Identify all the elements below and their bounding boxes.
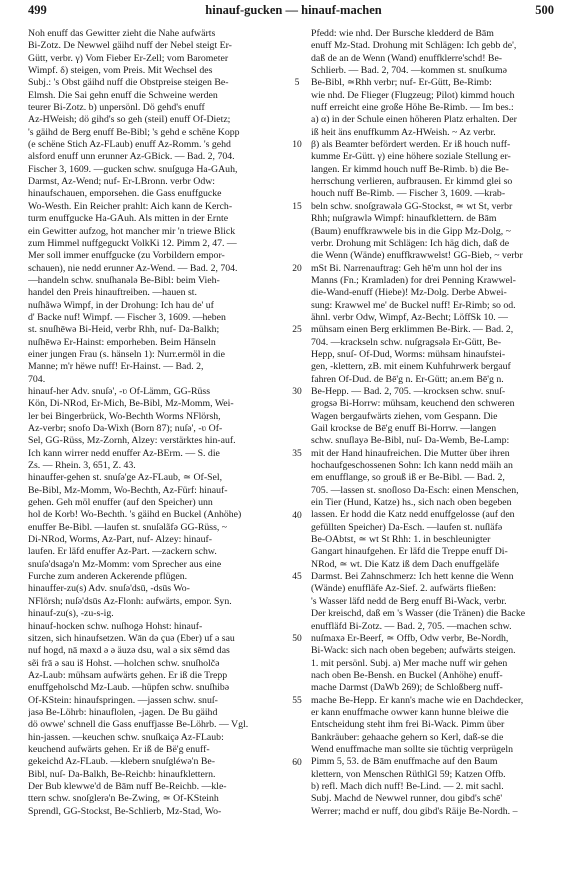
line-number: 35 — [292, 448, 302, 459]
text-line: Sprendl, GG-Stockst, Be-Schlierb, Mz-Stad, Wo- — [28, 805, 222, 817]
text-line: Of-KStein: hinaufspringen. —jassen schw. snuſ- — [28, 694, 218, 706]
text-line: Pimm 5, 53. de Bām enuffmache auf den Baum — [311, 756, 498, 768]
text-line: Subj. Machd de Newwel runner, dou gibd's schē' — [311, 793, 503, 805]
text-line: Be-Hepp. — Bad. 2, 705. —krocksen schw. snuſ- — [311, 385, 506, 397]
text-line: Gangart hinaufgehen. Er läfd die Treppe enuff Di- — [311, 546, 508, 558]
text-line: em enufflange, so grouß iß er Be-Bibl. — Bad. 2, — [311, 472, 505, 484]
text-line: sitzen, sich hinaufsetzen. Wān də çuə (Eber) uf ə sau — [28, 632, 235, 644]
text-line: hinauf-her Adv. snuſə', -ʋ Of-Lämm, GG-Rüss — [28, 385, 211, 397]
text-line: gefüllten Speicher) Da-Esch. —laufen st. nuſläfə — [311, 521, 503, 533]
text-line: hin-jassen. —keuchen schw. snuſkaiçə Az-FLaub: — [28, 731, 224, 743]
text-line: die Wenn (Wände) enuffkrawwelst! GG-Bieb, ~ verbr — [311, 250, 523, 262]
text-line: schw. snuſlayə Be-Bibl, nuſ- Da-Wemb, Be-Lamp: — [311, 435, 510, 447]
text-line: (Wände) enuffläfe Az-Sief. 2. aufwärts fließen: — [311, 583, 497, 595]
text-line: Pfedd: wie nhd. Der Bursche kledderd de Bām — [311, 28, 494, 39]
text-line: fahren Of-Dud. de Bē'g n. Er-Gütt; an.em Bē'g n. — [311, 373, 504, 385]
text-line: Noh enuff das Gewitter zieht die Nahe aufwärts — [28, 28, 216, 39]
line-number: 5 — [294, 78, 300, 89]
text-line: 705. —lassen st. snoſloso Da-Esch: einen Menschen, — [311, 484, 519, 496]
text-line: (Baum) enuffkrawwele bis in die Gipp Mz-Dolg, ~ — [311, 225, 511, 237]
text-line: 's gäihd de Berg enuff Be-Bibl; 's gehd e schëne Kopp — [28, 126, 240, 138]
text-line: st. snuſhēwə Bi-Heid, verbr Rhh, nuf- Da-Balkh; — [28, 324, 220, 336]
text-line: Di-NRod, Worms, Az-Part, nuf- Alzey: hinauf- — [28, 534, 213, 546]
text-line: Furche zum anderen Ackerende pflügen. — [28, 571, 188, 583]
text-line: 1. mit persönl. Subj. a) Mer mache nuff wir gehen — [311, 657, 508, 669]
text-line: sẽi frā ə sau iš Hohst. —holchen schw. snuſholčə — [28, 657, 220, 669]
page-number-right: 500 — [535, 3, 554, 17]
text-line: ähnl. verbr Odw, Wimpf, Az-Becht; LöffSk 10. — — [311, 311, 508, 323]
text-line: 704. — [28, 373, 46, 385]
text-line: ein Gewitter aufzog, hot mancher mir 'n triewe Blick — [28, 225, 236, 237]
text-line: lassen. Er hodd die Katz nedd enuffgelosse (auf den — [311, 509, 515, 521]
left-column — [28, 28, 295, 866]
text-line: hinaufschauen, emporsehen. die Gass enuffgucke — [28, 188, 222, 200]
text-line: β) als Beamter befördert werden. Er iß houch nuff- — [311, 139, 511, 151]
running-header — [0, 0, 587, 24]
line-number: 50 — [292, 634, 302, 645]
text-line: —handeln schw. snuſhanələ Be-Bibl: beim Vieh- — [28, 274, 220, 286]
text-line: zum Himmel nuffgeguckt VolkKi 12. Pimm 2, 47. — — [28, 237, 237, 249]
line-number: 10 — [292, 140, 302, 151]
text-line: Entscheidung steht ihm frei Bi-Wack. Pimm über — [311, 719, 505, 731]
text-line: Kön, Di-NRod, Er-Mich, Be-Bibl, Mz-Momm, Wei- — [28, 398, 234, 410]
text-line: (e schëne Stich Az-FLaub) enuff Az-Romm. 's gehd — [28, 139, 231, 151]
text-line: Ich kann wirrer nedd enuffer Az-BErm. — S. die — [28, 447, 220, 459]
text-line: d' Backe nuf! Wimpf. — Fischer 3, 1609. —heben — [28, 311, 226, 323]
text-line: ttern schw. snoſglerə'n Be-Zwing, ≃ Of-KSteinh — [28, 793, 219, 805]
text-line: Manns (Fn.; Kramladen) for drei Penning Krawwel- — [311, 274, 516, 286]
text-line: laufen. Er läfd enuffer Az-Part. —zackern schw. — [28, 546, 217, 558]
text-line: einer jungen Frau (s. hänseln 1): Nurr.ermöl in die — [28, 348, 225, 360]
text-line: b) refl. Mach dich nuff! Be-Lind. — 2. mit sachl. — [311, 780, 504, 792]
header-title: hinauf-gucken — hinauf-machen — [205, 3, 382, 17]
text-line: mSt Bi. Narrenauftrag: Geh hē'm unn hol der ins — [311, 262, 502, 274]
text-line: snuſə'dsagə'n Mz-Momm: vom Sprecher aus eine — [28, 558, 222, 570]
line-number: 45 — [292, 572, 302, 583]
text-line: nach oben Be-Bensh. en Buckel (Anhöhe) enuff- — [311, 669, 503, 681]
line-number: 40 — [292, 510, 302, 521]
text-line: Der Bub klewwe'd de Bām nuff Be-Reichb. —kle- — [28, 780, 227, 792]
text-line: Elmsh. Die Sai gehn enuff die Schweine werden — [28, 89, 218, 101]
page-number-left: 499 — [28, 3, 47, 17]
text-line: beln schw. snoſgrawələ GG-Stockst, ≃ wt St, verbr — [311, 200, 513, 212]
line-number: 30 — [292, 387, 302, 398]
text-line: Be-OAbtst, ≃ wt St Rhh: 1. in beschleunigter — [311, 534, 491, 546]
text-line: 704. —krackseln schw. nuſgragsələ Er-Gütt, Be- — [311, 336, 502, 348]
text-line: mache Darmst (DaWb 269); de Schloßberg nuff- — [311, 682, 503, 694]
text-line: enuffläfd Bi-Zotz. — Bad. 2, 705. —machen schw. — [311, 620, 512, 632]
text-line: daß de an de Wenn (Wand) enuffklerre'schd! Be- — [311, 52, 503, 64]
text-line: nuſhēwə Er-Hainst: emporheben. Beim Hänseln — [28, 336, 216, 348]
text-line: Bi-Zotz. De Newwel gäihd nuff der Nebel steigt Er- — [28, 40, 232, 52]
text-line: Be-Bibl, Mz-Momm, Wo-Bechth, Az-Fürf: hinauf- — [28, 484, 228, 496]
text-line: schauen), nie nedd erunner Az-Wend. — Bad. 2, 704. — [28, 262, 238, 274]
text-line: Bankräuber: gehaache gehern so Kerl, daß-se die — [311, 731, 504, 743]
text-line: Az-HWeish; dö gihd's so geh (steil) enuff Of-Dietz; — [28, 114, 231, 126]
text-line: sung: Krawwel me' de Buckel nuff! Er-Rimb; so od. — [311, 299, 516, 311]
text-line: jasə Be-Löhrb: hinauflolen, -jagen. De Bu gäihd — [28, 706, 218, 718]
text-line: nuſmaxə Er-Beerf, ≃ Offb, Odw verbr, Be-Nordh, — [311, 632, 509, 644]
text-line: hinauf-hocken schw. nuſhogə Hohst: hinauf- — [28, 620, 203, 632]
text-line: Werrer; machd er nuff, dou gibd's Räije Be-Nordh. – — [311, 805, 518, 817]
right-column — [311, 28, 578, 866]
text-line: keuchend aufwärts gehen. Er iß de Bë'g enuff- — [28, 743, 210, 755]
text-line: Darmst. Bei Zahnschmerz: Ich hett kenne die Wenn — [311, 571, 514, 583]
text-line: mit der Hand hinaufreichen. Die Mutter über ihren — [311, 447, 510, 459]
text-line: er kann enuffmache owwer kann hunne bleiwe die — [311, 706, 509, 718]
text-line: Sel, GG-Rüss, Mz-Zornh, Alzey: verstärktes hin-auf. — [28, 435, 236, 447]
text-line: Fischer 3, 1609. —gucken schw. snuſgugə Ha-GAuh, — [28, 163, 238, 175]
text-line: nuf hogd, nā məxd ə ə äuzə dsu, wal ə six sēmd das — [28, 645, 230, 657]
text-line: Az-Laub: mühsam aufwärts gehen. Er iß die Trepp — [28, 669, 228, 681]
text-line: Rhh; nuſgrawlə Wimpf: hinaufklettern. de Bām — [311, 213, 497, 225]
text-line: iß heit äns enuffkumm Az-HWeish. ~ Az verbr. — [311, 126, 496, 138]
text-line: mache Be-Hepp. Er kann's mache wie en Dachdecker, — [311, 694, 524, 706]
text-line: handel den Preis hinauftreiben. —hauen st. — [28, 287, 197, 299]
text-line: Wo-Westh. Ein Reicher prahlt: Aich kann de Kerch- — [28, 200, 233, 212]
text-line: Wimpf. δ) steigen, vom Preis. Mit Wechsel des — [28, 65, 213, 77]
text-line: ein Tier (Hund, Katze) hs., sich nach oben begeben — [311, 497, 512, 509]
text-line: Subj.: 's Obst gäihd nuff die Obstpreise steigen Be- — [28, 77, 229, 89]
text-line: Zs. — Rhein. 3, 651, Z. 43. — [28, 460, 136, 472]
text-line: hinauf-zu(s), -zu-s-ig. — [28, 608, 114, 620]
text-line: wie nhd. De Flieger (Flugzeug; Pilot) kimmd houch — [311, 89, 515, 101]
text-line: dö owwe' schnell die Gass enuffjasse Be-Löhrb. — Vgl. — [28, 719, 249, 731]
text-line: Darmst, Az-Wend; nuf- Er-LBronn. verbr Odw: — [28, 176, 216, 188]
text-line: teurer Bi-Zotz. b) unpersönl. Dö gehd's enuff — [28, 102, 205, 114]
text-line: Bibl, nuſ- Da-Balkh, Be-Reichb: hinaufklettern. — [28, 768, 216, 780]
line-number: 55 — [292, 695, 302, 706]
text-line: gen, -klettern, zB. mit einem Kuhfuhrwerk bergauf — [311, 361, 511, 373]
text-line: enuffgeholschd Mz-Laub. —hüpfen schw. snuſhibə — [28, 682, 230, 694]
text-line: hinauffer-gehen st. snuſə'ge Az-FLaub, ≃ Of-Sel, — [28, 472, 223, 484]
text-line: die-Wand-enuff (Hiebe)! Mz-Dolg. Derbe Abwei- — [311, 287, 507, 299]
text-line: Bi-Wack: sich nach oben begeben; aufwärts steigen. — [311, 645, 516, 657]
text-line: Gail krockse de Bē'g enuff Bi-Horrw. —langen — [311, 423, 497, 434]
line-number: 15 — [292, 201, 302, 212]
text-line: Wend enuffmache man sollte sie tüchtig verprügeln — [311, 743, 513, 755]
text-line: verbr. Drohung mit Schlägen: Ich häg dich, daß de — [311, 237, 510, 249]
text-line: herrschung verlieren, aufbrausen. Er kimmd glei so — [311, 176, 513, 188]
text-line: Be-Bibl, ≃Rhh verbr; nuf- Er-Gütt, Be-Rimb: — [311, 77, 492, 89]
text-line: langen. Er kimmd houch nuff Be-Rimb. b) die Be- — [311, 163, 509, 175]
text-line: Az-verbr; snofo Da-Wixh (Born 87); nuſə', -ʋ Of- — [28, 423, 223, 434]
text-line: alsford enuff unn erunner Az-GBick. — Bad. 2, 704. — [28, 151, 235, 163]
text-line: enuff Mz-Stad. Drohung mit Schlägen: Ich gebb de', — [311, 40, 517, 52]
text-line: a) α) in der Schule einen höheren Platz erhalten. Der — [311, 114, 517, 126]
text-line: Der kreischd, daß em 's Wasser (die Tränen) die Backe — [311, 608, 526, 620]
text-line: kumme Er-Gütt. γ) eine höhere soziale Stellung er- — [311, 151, 511, 163]
text-line: grogsə Bi-Horrw: mühsam, keuchend den schweren — [311, 398, 515, 410]
text-line: mühsam einen Berg erklimmen Be-Birk. — Bad. 2, — [311, 324, 514, 336]
text-line: NFlörsh; nuſə'dsūs Az-Flonh: aufwärts, empor. Syn. — [28, 595, 232, 607]
text-line: gehen. Geh möl enuffer (auf den Speicher) unn — [28, 497, 213, 509]
text-line: Hepp, snuſ- Of-Dud, Worms: mühsam hinaufstei- — [311, 348, 506, 360]
text-line: houch nuff Be-Rimb. — Fischer 3, 1609. —krab- — [311, 188, 506, 200]
text-line: gekeichd Az-FLaub. —klebern snuſgléwə'n Be- — [28, 756, 216, 768]
text-line: enuffer Be-Bibl. —laufen st. snuſəlãfə GG-Rüss, ~ — [28, 521, 228, 533]
text-line: Gütt, verbr. γ) Vom Fieber Er-Zell; vom Barometer — [28, 52, 229, 64]
text-line: nuſhãwə Wimpf, in der Drohung: Ich hau de' uf — [28, 299, 214, 311]
text-line: hochaufgeschossenen Sohn: Ich kann nedd mäih an — [311, 460, 513, 472]
line-number: 25 — [292, 325, 302, 336]
line-number-gutter — [287, 28, 307, 868]
text-line: Wagen bergaufwärts ziehen, vom Gespann. Die — [311, 410, 498, 422]
text-line: 's Wasser läfd nedd de Berg enuff Bi-Wack, verbr. — [311, 595, 507, 607]
text-line: Schlierb. — Bad. 2, 704. —kommen st. snuſkumə — [311, 65, 507, 77]
text-line: NRod, ≃ wt. Die Katz iß dem Dach enuffgeläfe — [311, 558, 500, 570]
text-line: hinauffer-zu(s) Adv. snuſə'dsū, -dsūs Wo- — [28, 583, 190, 595]
text-line: hol de Korb! Wo-Bechth. 's gäihd en Buckel (Anhöhe) — [28, 509, 242, 521]
line-number: 60 — [292, 757, 302, 768]
text-line: nuff erreicht eine große Höhe Be-Rimb. — Im bes.: — [311, 102, 514, 114]
text-line: ler bei Bingerbrück, Wo-Bechth Worms NFlörsh, — [28, 410, 221, 422]
text-line: Mer soll immer enuffgucke (zu Vorbildern empor- — [28, 250, 225, 262]
text-line: Manne; m'r hëwe nuff! Er-Hainst. — Bad. 2, — [28, 361, 204, 373]
text-line: turm enuffgucke Ha-GAuh. Als mitten in der Ernte — [28, 213, 229, 225]
line-number: 20 — [292, 263, 302, 274]
text-line: klettern, von Menschen RüthlGl 59; Katzen Offb. — [311, 768, 506, 780]
